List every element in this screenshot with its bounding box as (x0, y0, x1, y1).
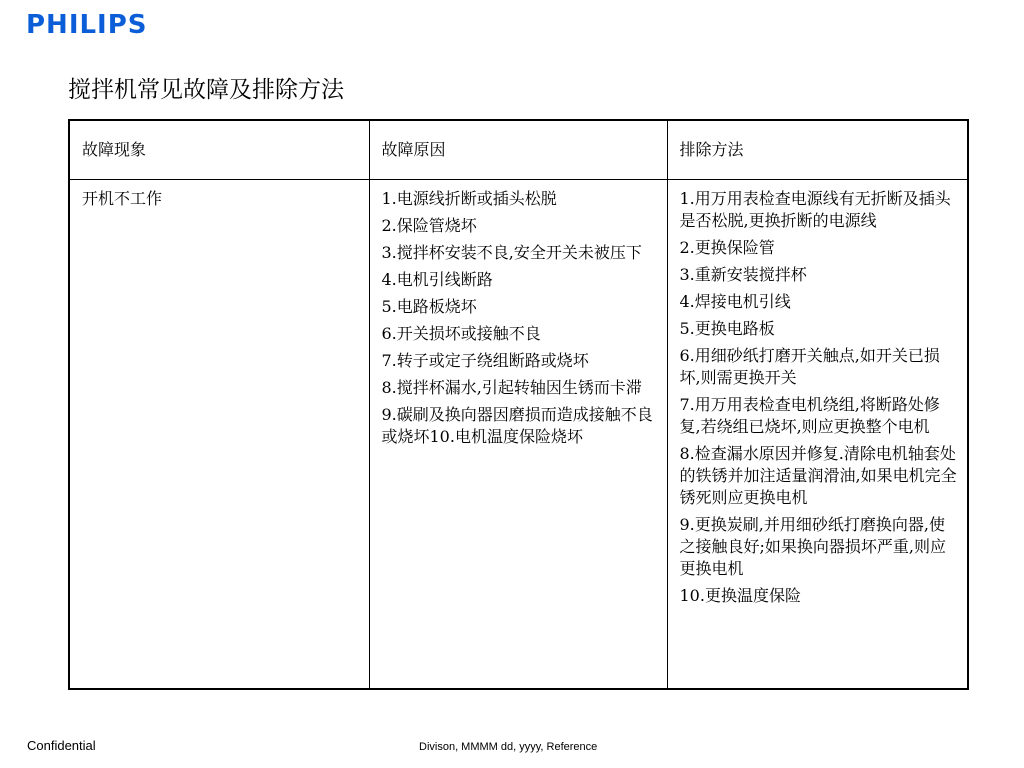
remedies-cell (667, 180, 968, 690)
symptom-text: 开机不工作 (82, 189, 163, 208)
remedy-item: 1.用万用表检查电源线有无折断及插头是否松脱,更换折断的电源线 (679, 189, 951, 230)
cause-item: 8.搅拌杯漏水,引起转轴因生锈而卡滞 (381, 378, 642, 397)
remedy-item: 3.重新安装搅拌杯 (679, 265, 807, 284)
fault-table (68, 119, 969, 690)
remedy-item: 5.更换电路板 (679, 319, 775, 338)
cause-item: 3.搅拌杯安装不良,安全开关未被压下 (381, 243, 642, 262)
table-header-row (69, 120, 968, 180)
cause-item: 5.电路板烧坏 (381, 297, 477, 316)
cause-item: 9.碳刷及换向器因磨损而造成接触不良或烧坏10.电机温度保险烧坏 (381, 405, 653, 446)
remedy-item: 9.更换炭刷,并用细砂纸打磨换向器,使之接触良好;如果换向器损坏严重,则应更换电机 (679, 515, 946, 578)
footer-confidential: Confidential (27, 738, 96, 753)
cause-item: 4.电机引线断路 (381, 270, 493, 289)
cause-item: 1.电源线折断或插头松脱 (381, 189, 557, 208)
slide-title: 搅拌机常见故障及排除方法 (68, 77, 344, 103)
cause-item: 6.开关损坏或接触不良 (381, 324, 541, 343)
remedy-item: 7.用万用表检查电机绕组,将断路处修复,若绕组已烧坏,则应更换整个电机 (679, 395, 940, 436)
table-row (69, 180, 968, 690)
remedy-item: 6.用细砂纸打磨开关触点,如开关已损坏,则需更换开关 (679, 346, 940, 387)
symptom-cell (69, 180, 369, 690)
remedy-item: 10.更换温度保险 (679, 586, 801, 605)
cause-item: 2.保险管烧坏 (381, 216, 477, 235)
cause-item: 7.转子或定子绕组断路或烧坏 (381, 351, 589, 370)
header-symptom: 故障现象 (69, 120, 369, 180)
remedy-item: 8.检查漏水原因并修复.清除电机轴套处的铁锈并加注适量润滑油,如果电机完全锈死则应更换电机 (679, 444, 957, 507)
remedy-item: 2.更换保险管 (679, 238, 775, 257)
causes-cell (369, 180, 667, 690)
header-cause: 故障原因 (369, 120, 667, 180)
philips-logo: PHILIPS (26, 10, 148, 40)
footer-reference: Divison, MMMM dd, yyyy, Reference (419, 741, 598, 753)
header-remedy: 排除方法 (667, 120, 968, 180)
remedy-item: 4.焊接电机引线 (679, 292, 791, 311)
